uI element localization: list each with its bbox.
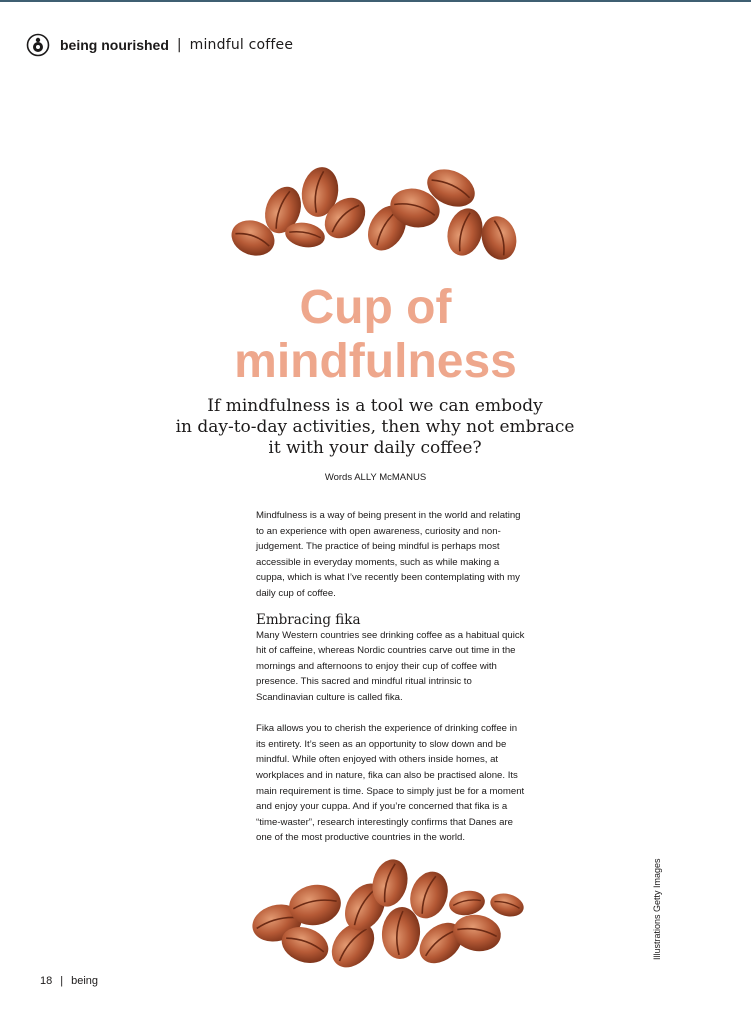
standfirst-line: in day-to-day activities, then why not embrace [175,417,575,437]
page-footer [40,975,98,987]
magazine-name: being [71,975,99,987]
being-logo-icon [26,33,50,57]
standfirst [120,396,630,459]
coffee-bean [488,890,527,920]
footer-divider: | [60,975,64,987]
article-body [256,508,528,846]
page-header [26,32,293,58]
paragraph: Many Western countries see drinking coffee as a habitual quick hit of caffeine, whereas Nordic countries carve out time in the mornings and afternoons to enjoy their cup of coffee with presence. This sacred and mindful ritual intrinsic to Scandinavian culture is called fika. [256,629,525,703]
coffee-beans-bottom-illustration [205,845,535,975]
coffee-beans-top-illustration [205,160,535,280]
section-name: being nourished [60,37,169,53]
paragraph: Mindfulness is a way of being present in the world and relating to an experience with open awareness, curiosity and non-judgement. The practice of being mindful is perhaps most accessible in everyday moments, such as while making a cuppa, which is what I’ve recently been contemplating with my daily cup of coffee. [256,510,521,599]
coffee-bean [442,204,487,259]
standfirst-line: If mindfulness is a tool we can embody [207,396,543,416]
coffee-bean [477,212,521,263]
coffee-bean [447,888,487,918]
byline: Words ALLY McMANUS [324,472,427,483]
top-rule [0,0,751,2]
page-number: 18 [40,975,53,987]
subheading: Embracing fika [256,611,361,628]
article-title-line-1: Cup of [299,281,452,334]
image-credit: Illustrations Getty Images [652,858,662,960]
header-divider: | [176,37,182,53]
article-title-line-2: mindfulness [234,335,517,388]
standfirst-line: it with your daily coffee? [268,438,482,458]
paragraph: Fika allows you to cherish the experience of drinking coffee in its entirety. It’s seen as an opportunity to slow down and be mindful. While often enjoyed with others inside homes, at workplaces and in nature, fika can also be practised alone. Its main requirement is time. Space to simply just be for a moment and enjoy your cuppa. And if you’re concerned that fika is a “time-waster”, research interestingly confirms that Danes are one of the most productive countries in the world. [256,723,525,844]
section-topic: mindful coffee [189,37,294,53]
